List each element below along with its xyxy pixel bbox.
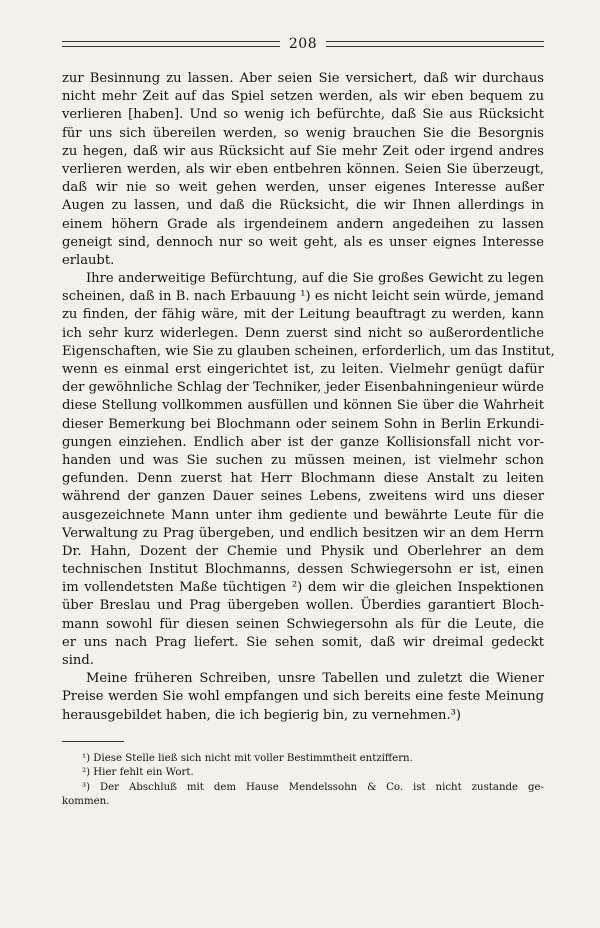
- text-line: verlieren werden, als wir eben entbehren können. Seien Sie überzeugt,: [62, 161, 544, 177]
- footnotes: [62, 752, 544, 810]
- text-line: gefunden. Denn zuerst hat Herr Blochmann diese Anstalt zu leiten: [62, 471, 544, 487]
- text-line: zur Besinnung zu lassen. Aber seien Sie versichert, daß wir durchaus: [62, 71, 544, 86]
- text-line: einem höhern Grade als irgendeinem andern angedeihen zu lassen: [62, 216, 544, 232]
- paragraph: [62, 670, 544, 725]
- text-line: verlieren [haben]. Und so wenig ich befürchte, daß Sie aus Rücksicht: [62, 107, 544, 123]
- text-line: wenn es einmal erst eingerichtet ist, zu leiten. Vielmehr genügt dafür: [62, 362, 544, 377]
- text-line: nicht mehr Zeit auf das Spiel setzen werden, als wir eben bequem zu: [62, 89, 544, 105]
- text-line: ausgezeichnete Mann unter ihm gediente und bewährte Leute für die: [62, 507, 544, 523]
- text-line: erlaubt.: [62, 252, 115, 268]
- text-line: technischen Institut Blochmanns, dessen Schwiegersohn er ist, einen: [62, 562, 544, 578]
- text-line: zu hegen, daß wir aus Rücksicht auf Sie mehr Zeit oder irgend andres: [62, 143, 544, 159]
- text-line: Eigenschaften, wie Sie zu glauben scheinen, erforderlich, um das Institut,: [62, 343, 555, 359]
- text-line: er uns nach Prag liefert. Sie sehen somit, daß wir dreimal gedeckt: [62, 634, 544, 650]
- paragraph: [62, 70, 544, 270]
- text-line: mann sowohl für diesen seinen Schwiegersohn als für die Leute, die: [62, 616, 544, 632]
- text-line: diese Stellung vollkommen ausfüllen und können Sie über die Wahrheit: [62, 398, 544, 414]
- footnote: [62, 752, 544, 766]
- text-line: ich sehr kurz widerlegen. Denn zuerst sind nicht so außerordentliche: [62, 325, 544, 341]
- header-rule-left: [62, 41, 280, 47]
- text-line: zu finden, der fähig wäre, mit der Leitung beauftragt zu werden, kann: [62, 307, 544, 323]
- text-line: scheinen, daß in B. nach Erbauung ¹) es nicht leicht sein würde, jemand: [62, 289, 544, 305]
- page-number: 208: [288, 36, 318, 52]
- text-line: Augen zu lassen, und daß die Rücksicht, die wir Ihnen allerdings in: [62, 198, 544, 214]
- text-line: während der ganzen Dauer seines Lebens, zweitens wird uns dieser: [62, 489, 544, 505]
- paragraph: [62, 270, 555, 670]
- text-line: Verwaltung zu Prag übergeben, und endlich besitzen wir an dem Herrn: [62, 525, 544, 541]
- body-text: [62, 70, 555, 809]
- text-line: Dr. Hahn, Dozent der Chemie und Physik und Oberlehrer an dem: [62, 543, 544, 559]
- footnote-line: kommen.: [62, 795, 110, 807]
- footnote: [62, 766, 544, 780]
- text-line: handen und was Sie suchen zu müssen meinen, ist vielmehr schon: [62, 452, 544, 468]
- text-line: geneigt sind, dennoch nur so weit geht, als es unser eignes Interesse: [62, 234, 544, 250]
- text-line: im vollendetsten Maße tüchtigen ²) dem wir die gleichen Inspektionen: [62, 580, 544, 596]
- text-line: herausgebildet haben, die ich begierig bin, zu vernehmen.³): [62, 707, 461, 723]
- paragraphs: [62, 70, 555, 725]
- text-line: Preise werden Sie wohl empfangen und sich bereits eine feste Meinung: [62, 689, 544, 705]
- footnote-line: ¹) Diese Stelle ließ sich nicht mit voller Bestimmtheit entziffern.: [82, 752, 413, 764]
- text-line: daß wir nie so weit gehen werden, unser eigenes Interesse außer: [62, 180, 544, 196]
- text-line: dieser Bemerkung bei Blochmann oder seinem Sohn in Berlin Erkundi-: [62, 416, 544, 432]
- text-line: gungen einziehen. Endlich aber ist der ganze Kollisionsfall nicht vor-: [62, 434, 544, 450]
- footnote: [62, 781, 544, 810]
- footnote-separator: [62, 741, 124, 742]
- text-line: für uns sich übereilen werden, so wenig brauchen Sie die Besorgnis: [62, 125, 544, 141]
- header-rule-right: [326, 41, 544, 47]
- text-line: über Breslau und Prag übergeben wollen. Überdies garantiert Bloch-: [62, 598, 544, 614]
- text-line: der gewöhnliche Schlag der Techniker, jeder Eisenbahningenieur würde: [62, 380, 544, 396]
- text-line: Ihre anderweitige Befürchtung, auf die Sie großes Gewicht zu legen: [86, 271, 544, 287]
- page-header: [62, 36, 544, 52]
- footnote-line: ³) Der Abschluß mit dem Hause Mendelssohn & Co. ist nicht zustande ge-: [82, 781, 544, 793]
- text-line: Meine früheren Schreiben, unsre Tabellen und zuletzt die Wiener: [86, 671, 544, 687]
- text-line: sind.: [62, 653, 94, 668]
- footnote-line: ²) Hier fehlt ein Wort.: [82, 767, 194, 779]
